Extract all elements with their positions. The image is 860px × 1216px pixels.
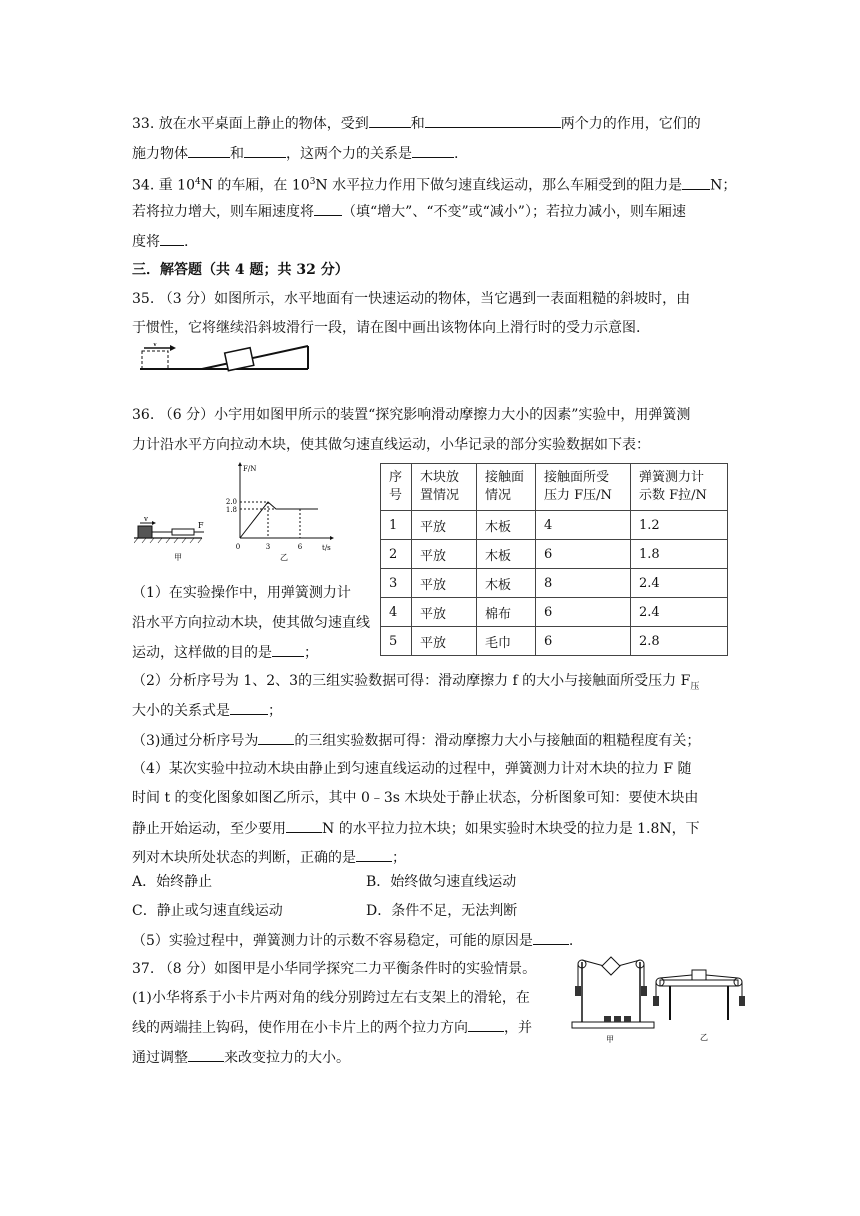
q36-text: . — [568, 933, 574, 949]
graph-tick-x: 6 — [297, 543, 303, 551]
q34-line2 — [132, 201, 686, 222]
q34-exponent: 4 — [194, 177, 201, 187]
q36-text: ； — [268, 703, 282, 719]
force-label: F — [198, 521, 204, 530]
q33-line1 — [132, 113, 701, 134]
table-header-cell: 弹簧测力计 示数 F拉/N — [631, 464, 728, 511]
q36-blank-4[interactable] — [286, 818, 322, 833]
q34-blank-1[interactable] — [682, 175, 710, 190]
q36-blank-1[interactable] — [272, 642, 304, 657]
q34-text: . — [184, 234, 189, 250]
q36-text: （2）分析序号为 1、2、3的三组实验数据可得：滑动摩擦力 f 的大小与接触面所受压力 F — [132, 673, 691, 689]
q33-text: 两个力的作用，它们的 — [560, 116, 701, 132]
q36-part2-line2 — [132, 700, 282, 721]
table-header-cell: 接触面 情况 — [477, 464, 536, 511]
figure-label-yi: 乙 — [700, 1033, 708, 1042]
q36-option-a[interactable]: A．始终静止 — [132, 874, 213, 890]
q33-text: 33. 放在水平桌面上静止的物体，受到 — [132, 116, 369, 132]
q33-blank-5[interactable] — [412, 143, 454, 158]
graph-ylabel: F/N — [243, 465, 257, 473]
q35-line1: 35. （3 分）如图所示，水平地面有一快速运动的物体，当它遇到一表面粗糙的斜坡时，由 — [132, 291, 691, 307]
q36-line2: 力计沿水平方向拉动木块，使其做匀速直线运动，小华记录的部分实验数据如下表： — [132, 437, 650, 453]
q34-text: 若将拉力增大，则车厢速度将 — [132, 204, 314, 220]
q36-text: （3)通过分析序号为 — [132, 733, 259, 749]
q33-line2 — [132, 143, 458, 164]
q37-text: 通过调整 — [132, 1050, 188, 1066]
table-cell: 木板 — [477, 569, 536, 598]
table-cell: 毛巾 — [477, 627, 536, 656]
q37-text: ，并 — [504, 1020, 532, 1036]
q36-part4-line1: （4）某次实验中拉动木块由静止到匀速直线运动的过程中，弹簧测力计对木块的拉力 F 随 — [132, 761, 692, 777]
q34-exponent: 3 — [309, 177, 316, 187]
velocity-label: v — [152, 343, 158, 348]
table-header-row — [381, 464, 728, 511]
q34-text: N 的车厢，在 10 — [200, 177, 310, 194]
table-cell: 1.2 — [631, 511, 728, 540]
q34-line1 — [132, 172, 736, 196]
q35-line2: 于惯性，它将继续沿斜坡滑行一段，请在图中画出该物体向上滑行时的受力示意图. — [132, 320, 641, 336]
table-cell: 2 — [381, 540, 412, 569]
q34-blank-3[interactable] — [160, 231, 184, 246]
table-cell: 2.8 — [631, 627, 728, 656]
q37-apparatus-jia — [568, 952, 658, 1046]
table-cell: 木板 — [477, 540, 536, 569]
table-cell: 平放 — [412, 540, 477, 569]
table-cell: 2.4 — [631, 569, 728, 598]
q36-text: N 的水平拉力拉木块；如果实验时木块受的拉力是 1.8N，下 — [322, 821, 700, 837]
table-cell: 1 — [381, 511, 412, 540]
experiment-data-table — [380, 463, 728, 656]
table-cell: 4 — [536, 511, 631, 540]
q36-text: ； — [304, 645, 318, 661]
q37-line1: 37. （8 分）如图甲是小华同学探究二力平衡条件时的实验情景。 — [132, 961, 537, 977]
q36-option-d[interactable]: D．条件不足，无法判断 — [366, 903, 518, 919]
q36-part4-line4 — [132, 847, 406, 868]
table-header-cell: 木块放 置情况 — [412, 464, 477, 511]
table-cell: 6 — [536, 540, 631, 569]
q36-blank-5[interactable] — [356, 847, 392, 862]
q36-text: 运动，这样做的目的是 — [132, 645, 272, 661]
table-cell: 5 — [381, 627, 412, 656]
q36-blank-2[interactable] — [230, 700, 268, 715]
q36-part1-line1: （1）在实验操作中，用弹簧测力计 — [132, 585, 351, 601]
q34-text: （填“增大”、“不变”或“减小”）；若拉力减小，则车厢速 — [342, 204, 686, 220]
figure-label-jia: 甲 — [174, 553, 182, 562]
table-cell: 棉布 — [477, 598, 536, 627]
q34-text: N 水平拉力作用下做匀速直线运动，那么车厢受到的阻力是 — [315, 177, 683, 194]
q36-text: 的三组实验数据可得：滑动摩擦力大小与接触面的粗糙程度有关； — [294, 733, 701, 749]
q34-text: N； — [710, 177, 737, 194]
q36-graph-yi — [218, 462, 336, 580]
q36-line1: 36. （6 分）小宇用如图甲所示的装置“探究影响滑动摩擦力大小的因素”实验中，用弹簧测 — [132, 407, 691, 423]
table-cell: 6 — [536, 627, 631, 656]
velocity-label: v — [144, 515, 148, 523]
table-cell: 3 — [381, 569, 412, 598]
q37-line3 — [132, 1017, 532, 1038]
q33-blank-3[interactable] — [188, 143, 230, 158]
figure-label-jia: 甲 — [606, 1035, 614, 1044]
graph-tick-x: 3 — [265, 543, 271, 551]
table-cell: 2.4 — [631, 598, 728, 627]
table-row — [381, 598, 728, 627]
q37-text: 线的两端挂上钩码，使作用在小卡片上的两个拉力方向 — [132, 1020, 468, 1036]
q33-text: 施力物体 — [132, 146, 188, 162]
table-cell: 6 — [536, 598, 631, 627]
q36-apparatus-jia — [134, 462, 204, 562]
q36-part4-line2: 时间 t 的变化图象如图乙所示，其中 0﹣3s 木块处于静止状态，分析图象可知：要使木块由 — [132, 790, 699, 806]
q36-text: 大小的关系式是 — [132, 703, 230, 719]
table-cell: 木板 — [477, 511, 536, 540]
table-cell: 4 — [381, 598, 412, 627]
q33-blank-2[interactable] — [425, 113, 561, 128]
graph-tick-x: 0 — [235, 543, 241, 551]
q36-part1-line2: 沿水平方向拉动木块，使其做匀速直线 — [132, 615, 370, 631]
q36-part1-line3 — [132, 642, 318, 663]
table-row — [381, 627, 728, 656]
q33-text: ，这两个力的关系是 — [286, 146, 412, 162]
section-heading: 三．解答题（共 4 题；共 32 分） — [132, 262, 349, 278]
q36-text: （5）实验过程中，弹簧测力计的示数不容易稳定，可能的原因是 — [132, 933, 533, 949]
q33-blank-4[interactable] — [244, 143, 286, 158]
q37-text: 来改变拉力的大小。 — [224, 1050, 350, 1066]
graph-tick-y: 2.0 — [225, 498, 237, 506]
table-header-cell: 序 号 — [381, 464, 412, 511]
q36-option-b[interactable]: B．始终做匀速直线运动 — [366, 874, 517, 890]
table-cell: 平放 — [412, 598, 477, 627]
q37-blank-2[interactable] — [188, 1047, 224, 1062]
q36-option-c[interactable]: C．静止或匀速直线运动 — [132, 903, 283, 919]
table-cell: 平放 — [412, 511, 477, 540]
q37-line4 — [132, 1047, 350, 1068]
q37-blank-1[interactable] — [468, 1017, 504, 1032]
q33-text: 和 — [410, 116, 425, 132]
q33-text: . — [454, 146, 459, 162]
q36-part4-line3 — [132, 818, 700, 839]
subscript: 压 — [690, 681, 700, 692]
graph-xlabel: t/s — [322, 544, 331, 552]
q36-part5 — [132, 930, 573, 951]
table-row — [381, 540, 728, 569]
q36-blank-3[interactable] — [258, 730, 294, 745]
q36-text: 列对木块所处状态的判断，正确的是 — [132, 850, 356, 866]
q34-text: 度将 — [132, 234, 160, 250]
table-cell: 8 — [536, 569, 631, 598]
table-header-cell: 接触面所受 压力 F压/N — [536, 464, 631, 511]
q36-part3 — [132, 730, 700, 751]
q34-text: 34. 重 10 — [132, 177, 195, 194]
q33-text: 和 — [230, 146, 244, 162]
q36-blank-6[interactable] — [533, 930, 569, 945]
q34-line3 — [132, 231, 188, 252]
q34-blank-2[interactable] — [314, 201, 342, 216]
table-row — [381, 569, 728, 598]
q36-text: ； — [392, 850, 406, 866]
figure-label-yi: 乙 — [280, 553, 288, 562]
graph-tick-y: 1.8 — [225, 506, 237, 514]
table-cell: 1.8 — [631, 540, 728, 569]
table-cell: 平放 — [412, 569, 477, 598]
q33-blank-1[interactable] — [369, 113, 411, 128]
q36-text: 静止开始运动，至少要用 — [132, 821, 286, 837]
table-row — [381, 511, 728, 540]
q35-slope-figure — [140, 343, 310, 373]
q37-apparatus-yi — [652, 964, 746, 1046]
q37-line2: (1)小华将系于小卡片两对角的线分别跨过左右支架上的滑轮，在 — [132, 990, 530, 1006]
q36-part2-line1 — [132, 671, 699, 697]
table-cell: 平放 — [412, 627, 477, 656]
